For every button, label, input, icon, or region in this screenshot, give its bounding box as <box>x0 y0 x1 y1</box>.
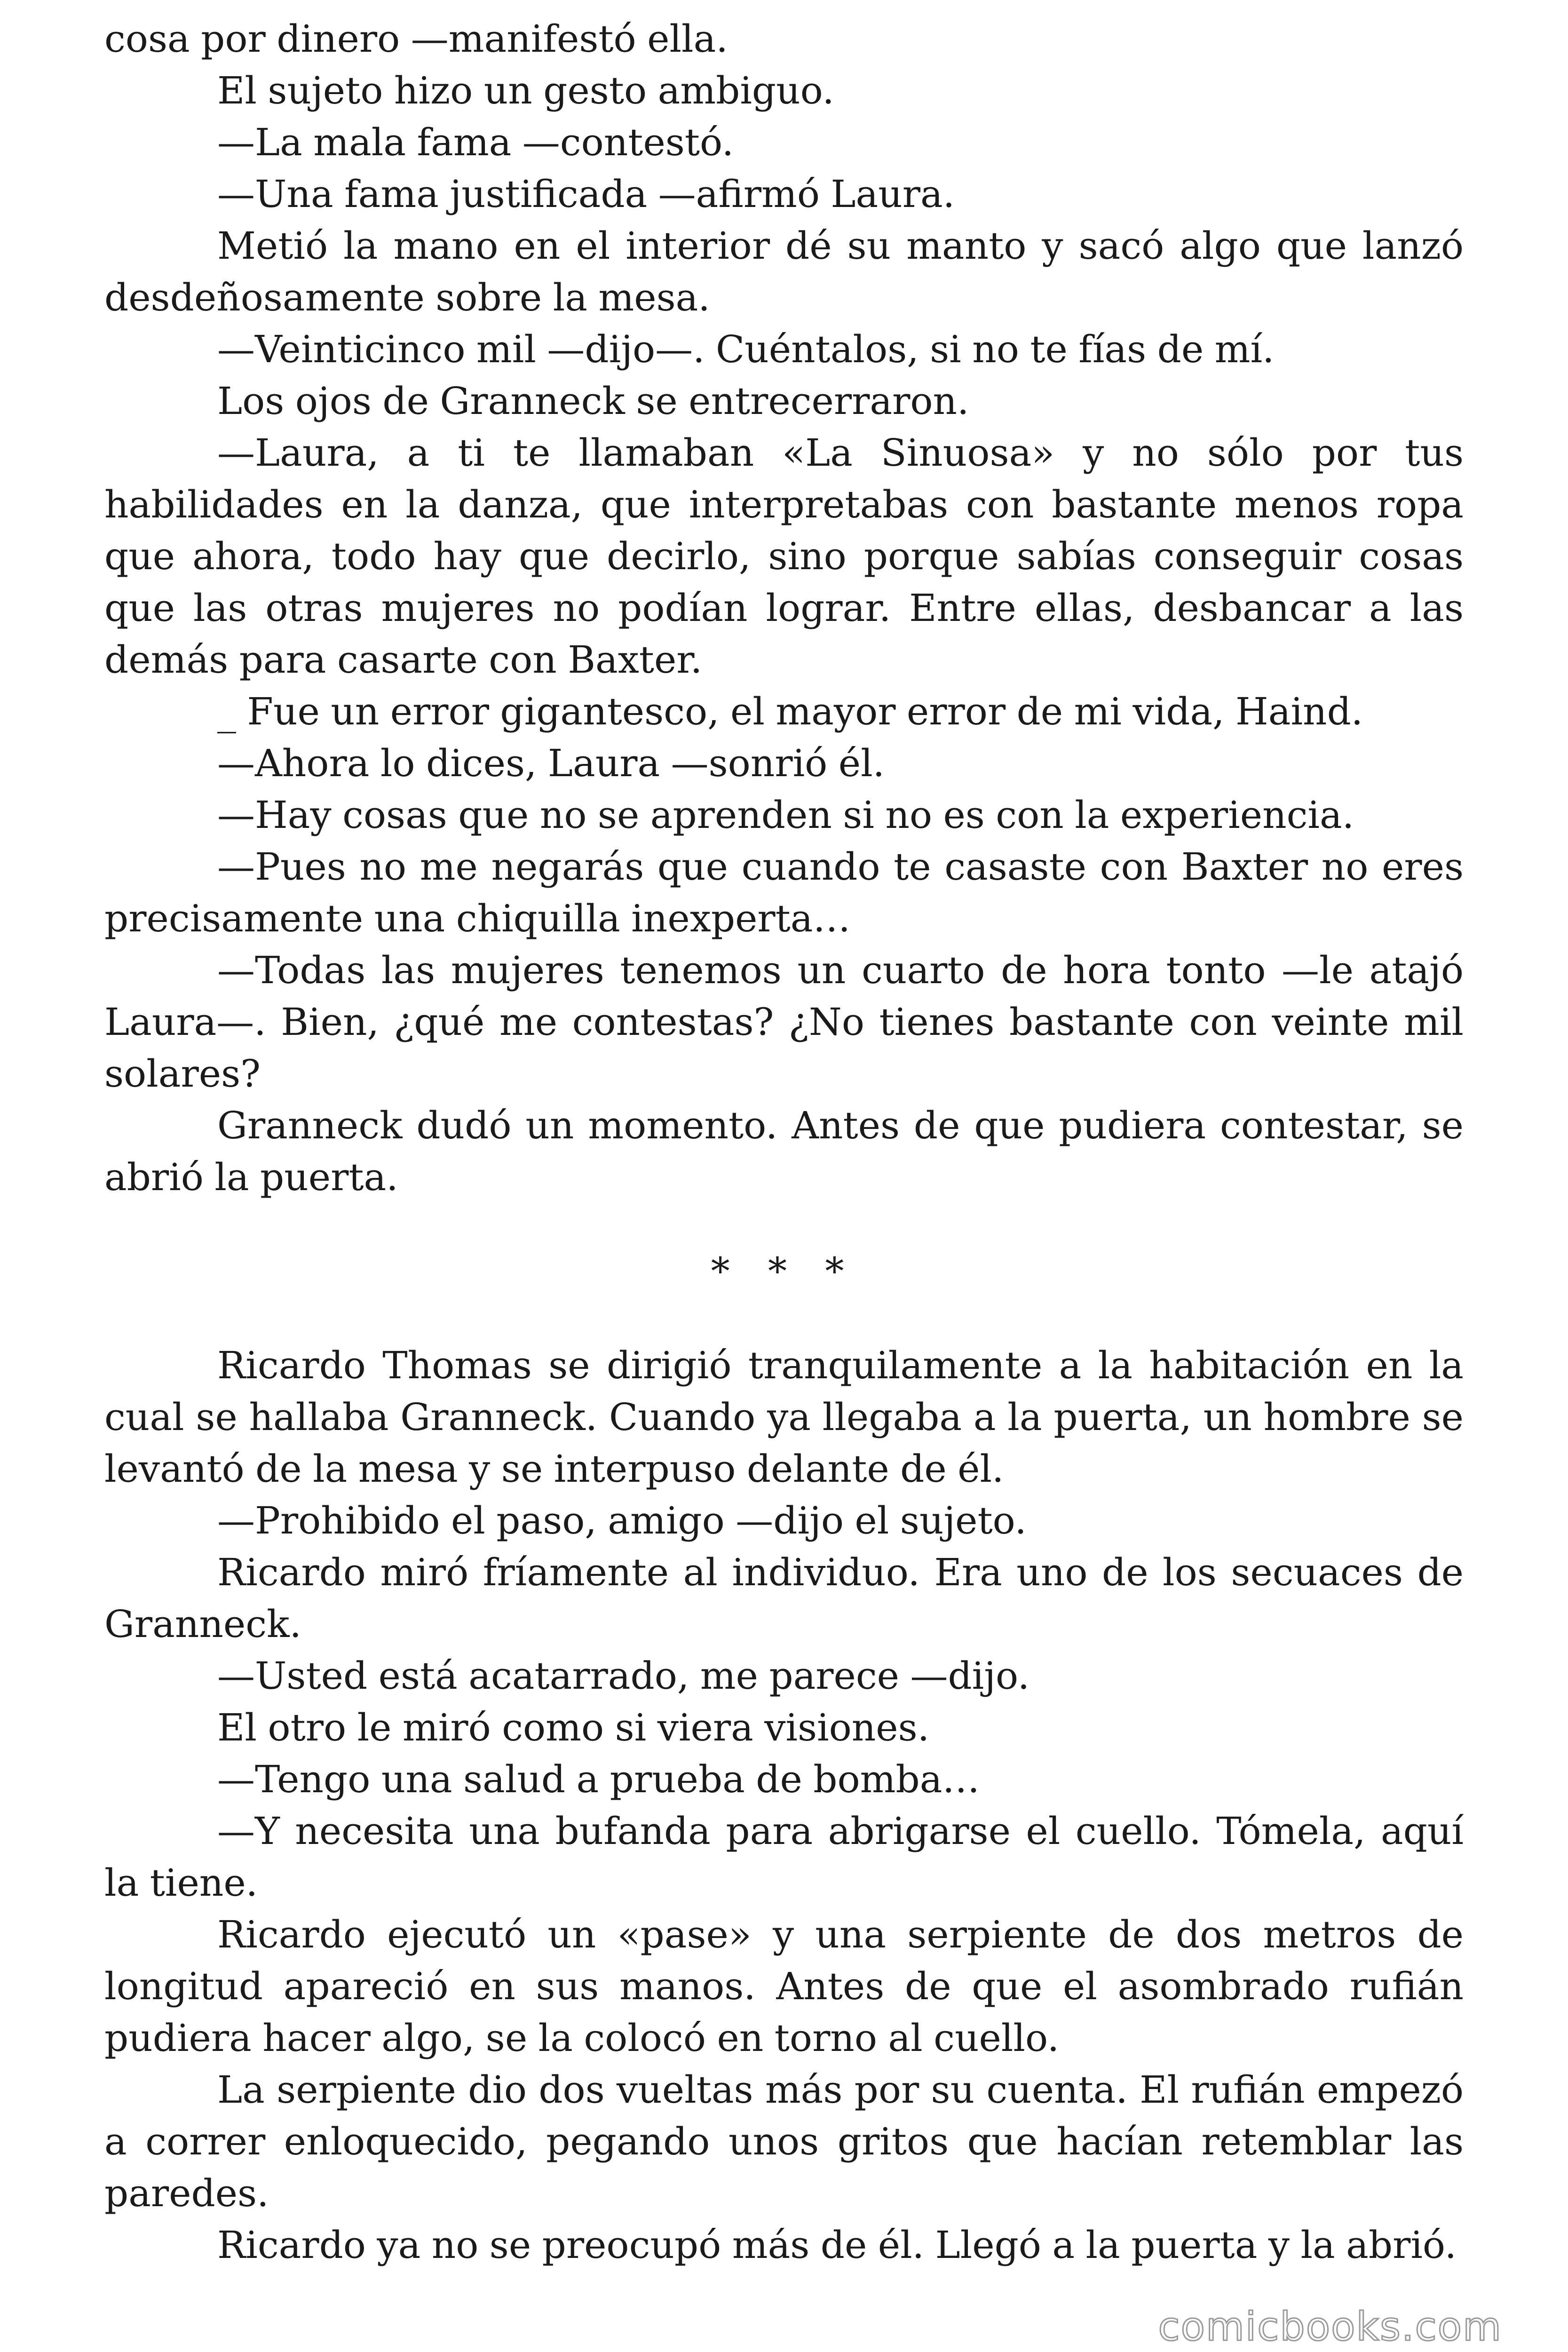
paragraph: Los ojos de Granneck se entrecerraron. <box>217 379 969 423</box>
page-body <box>104 13 1464 2271</box>
paragraph: El sujeto hizo un gesto ambiguo. <box>217 69 834 112</box>
paragraph: —Tengo una salud a prueba de bomba… <box>217 1757 980 1801</box>
paragraph: _ Fue un error gigantesco, el mayor error de mi vida, Haind. <box>217 690 1363 733</box>
paragraph: La serpiente dio dos vueltas más por su cuenta. El rufián empezó a correr enloquecido, pegando unos gritos que hacían retemblar las paredes. <box>104 2068 1464 2215</box>
paragraph: Ricardo miró fríamente al individuo. Era uno de los secuaces de Granneck. <box>104 1550 1464 1646</box>
scene-separator: * * * <box>711 1249 857 1293</box>
paragraph: Ricardo Thomas se dirigió tranquilamente a la habitación en la cual se hallaba Granneck. Cuando ya llegaba a la puerta, un hombre se levantó de la mesa y se interpuso delante de él. <box>104 1343 1464 1491</box>
paragraph: cosa por dinero —manifestó ella. <box>104 17 728 61</box>
paragraph: —Veinticinco mil —dijo—. Cuéntalos, si no te fías de mí. <box>217 327 1275 371</box>
paragraph: Ricardo ejecutó un «pase» y una serpiente de dos metros de longitud apareció en sus manos. Antes de que el asombrado rufián pudiera hacer algo, se la colocó en torno al cuello. <box>104 1913 1464 2060</box>
watermark: comicbooks.com <box>1158 2304 1502 2350</box>
paragraph: —Y necesita una bufanda para abrigarse el cuello. Tómela, aquí la tiene. <box>104 1809 1464 1905</box>
paragraph: —Todas las mujeres tenemos un cuarto de hora tonto —le atajó Laura—. Bien, ¿qué me contestas? ¿No tienes bastante con veinte mil solares? <box>104 948 1464 1096</box>
paragraph: —Laura, a ti te llamaban «La Sinuosa» y no sólo por tus habilidades en la danza, que interpretabas con bastante menos ropa que ahora, todo hay que decirlo, sino porque sabías conseguir cosas que las otras mujeres no podían lograr. Entre ellas, desbancar a las demás para casarte con Baxter. <box>104 431 1464 682</box>
paragraph: —Pues no me negarás que cuando te casaste con Baxter no eres precisamente una chiquilla inexperta… <box>104 845 1464 940</box>
text-block-before <box>104 13 1464 1203</box>
paragraph: —Ahora lo dices, Laura —sonrió él. <box>217 741 885 785</box>
paragraph: El otro le miró como si viera visiones. <box>217 1706 930 1749</box>
text-block-after <box>104 1340 1464 2271</box>
paragraph: Metió la mano en el interior dé su manto y sacó algo que lanzó desdeñosamente sobre la mesa. <box>104 224 1464 319</box>
paragraph: —La mala fama —contestó. <box>217 120 734 164</box>
paragraph: —Prohibido el paso, amigo —dijo el sujeto. <box>217 1499 1027 1542</box>
paragraph: —Hay cosas que no se aprenden si no es con la experiencia. <box>217 793 1354 837</box>
paragraph: —Usted está acatarrado, me parece —dijo. <box>217 1654 1030 1698</box>
paragraph: Ricardo ya no se preocupó más de él. Llegó a la puerta y la abrió. <box>217 2223 1457 2267</box>
paragraph: Granneck dudó un momento. Antes de que pudiera contestar, se abrió la puerta. <box>104 1104 1464 1199</box>
paragraph: —Una fama justificada —afirmó Laura. <box>217 172 955 216</box>
